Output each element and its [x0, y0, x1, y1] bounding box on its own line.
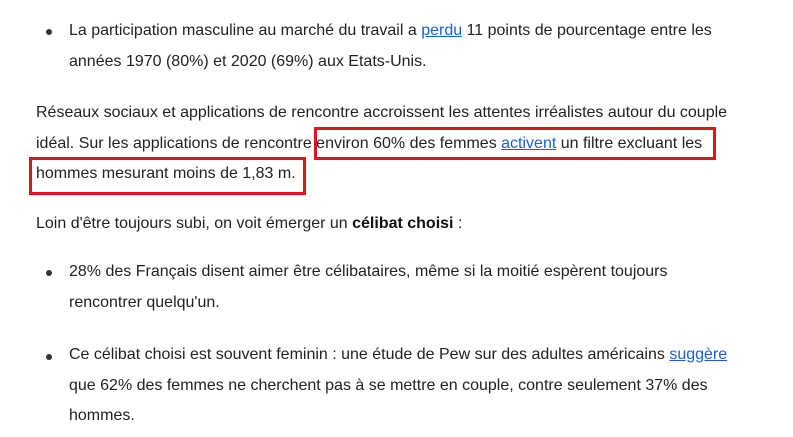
bullet-2-line-1: 28% des Français disent aimer être célibataires, même si la moitié espèrent toujours: [69, 263, 668, 280]
paragraph-2: [36, 214, 462, 234]
paragraph-2-text-after: :: [453, 215, 463, 232]
bullet-1-line-1: [69, 21, 712, 41]
bullet-1-line-2: années 1970 (80%) et 2020 (69%) aux Etats-Unis.: [69, 53, 427, 70]
bullet-1-text-after: 11 points de pourcentage entre les: [462, 22, 712, 39]
bullet-3-line-3: hommes.: [69, 407, 135, 424]
bullet-3-text: Ce célibat choisi est souvent feminin : une étude de Pew sur des adultes américains: [69, 346, 670, 363]
paragraph-1-line-3: hommes mesurant moins de 1,83 m.: [36, 165, 296, 182]
bullet-dot: [46, 29, 52, 35]
bold-term: célibat choisi: [352, 215, 454, 232]
link-perdu[interactable]: perdu: [421, 22, 463, 39]
bullet-3-line-2: que 62% des femmes ne cherchent pas à se mettre en couple, contre seulement 37% des: [69, 377, 708, 394]
link-suggere[interactable]: suggère: [669, 346, 728, 363]
paragraph-2-text: Loin d'être toujours subi, on voit émerger un: [36, 215, 353, 232]
bullet-2-line-2: rencontrer quelqu'un.: [69, 294, 220, 311]
paragraph-1-line-1: Réseaux sociaux et applications de rencontre accroissent les attentes irréalistes autour du couple: [36, 104, 728, 121]
bullet-dot: [46, 354, 52, 360]
paragraph-1-line-2: [36, 134, 702, 154]
bullet-1-text: La participation masculine au marché du travail a: [69, 22, 422, 39]
link-activent[interactable]: activent: [501, 135, 557, 152]
bullet-3-line-1: [69, 345, 727, 365]
highlighted-text-after: un filtre excluant les: [556, 135, 703, 152]
bullet-dot: [46, 270, 52, 276]
paragraph-1-text: idéal. Sur les applications de rencontre: [36, 135, 317, 152]
highlighted-text: environ 60% des femmes: [316, 135, 502, 152]
